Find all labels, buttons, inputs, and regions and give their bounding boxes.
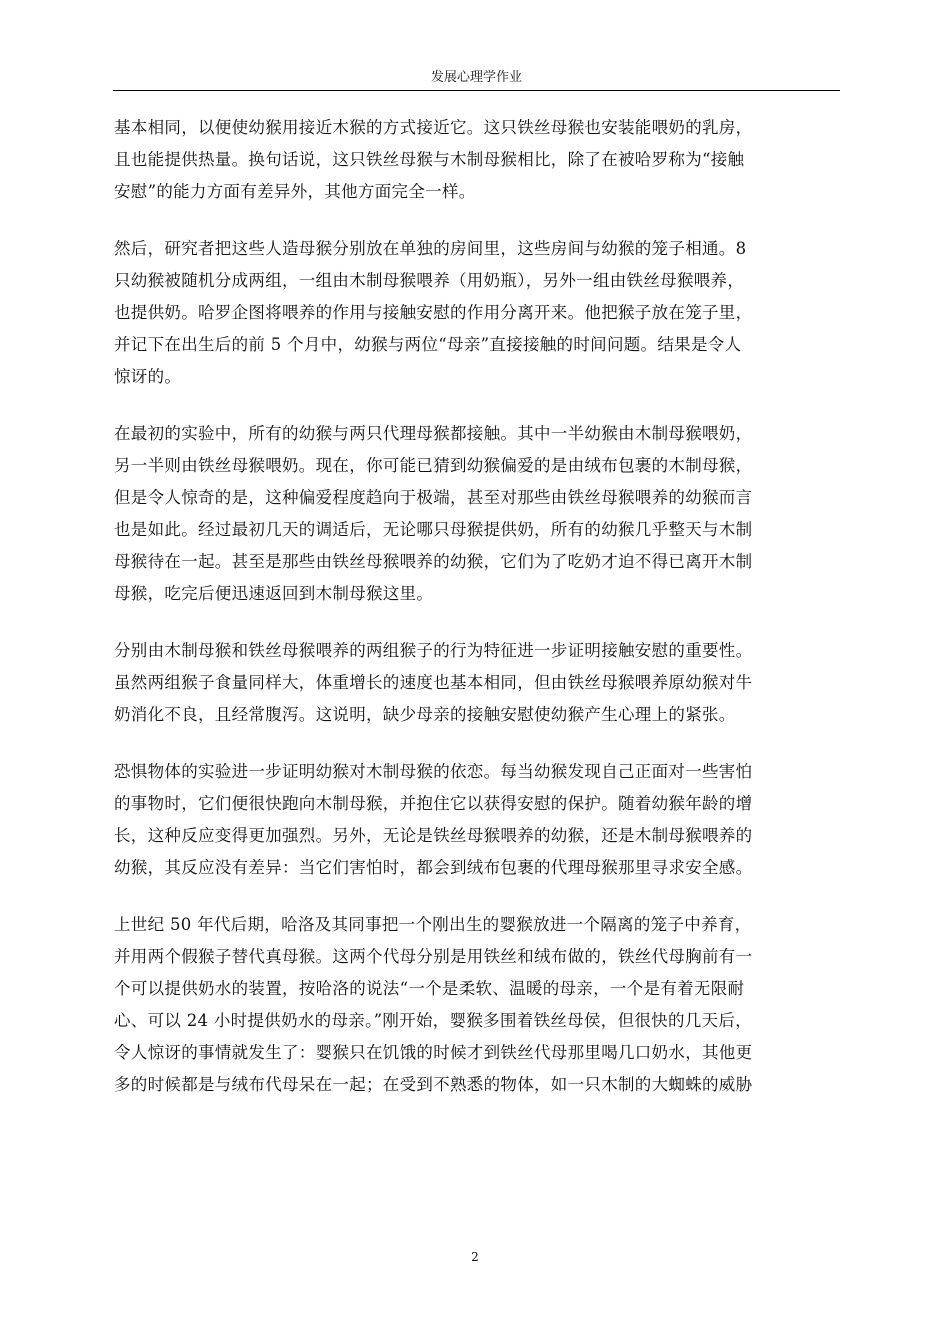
text-line: 分别由木制母猴和铁丝母猴喂养的两组猴子的行为特征进一步证明接触安慰的重要性。: [114, 641, 753, 660]
text-line: 上世纪 50 年代后期，哈洛及其同事把一个刚出生的婴猴放进一个隔离的笼子中养育，: [114, 915, 752, 934]
text-line: 奶消化不良，且经常腹泻。这说明，缺少母亲的接触安慰使幼猴产生心理上的紧张。: [114, 705, 736, 724]
text-line: 但是令人惊奇的是，这种偏爱程度趋向于极端，甚至对那些由铁丝母猴喂养的幼猴而言: [114, 488, 753, 507]
header-title: 发展心理学作业: [430, 70, 522, 85]
paragraph: [114, 909, 840, 1101]
text-line: 基本相同，以便使幼猴用接近木猴的方式接近它。这只铁丝母猴也安装能喂奶的乳房，: [114, 118, 753, 137]
page-header: [113, 70, 840, 91]
text-line: 且也能提供热量。换句话说，这只铁丝母猴与木制母猴相比，除了在被哈罗称为“接触: [114, 150, 745, 169]
text-line: 并用两个假猴子替代真母猴。这两个代母分别是用铁丝和绒布做的，铁丝代母胸前有一: [114, 947, 753, 966]
text-line: 安慰”的能力方面有差异外，其他方面完全一样。: [114, 182, 476, 201]
paragraph: [114, 635, 840, 731]
page-number: 2: [471, 1250, 479, 1264]
text-line: 也提供奶。哈罗企图将喂养的作用与接触安慰的作用分离开来。他把猴子放在笼子里，: [114, 303, 753, 322]
text-line: 母猴待在一起。甚至是那些由铁丝母猴喂养的幼猴，它们为了吃奶才迫不得已离开木制: [114, 552, 753, 571]
text-line: 然后，研究者把这些人造母猴分别放在单独的房间里，这些房间与幼猴的笼子相通。8: [114, 239, 747, 258]
text-line: 惊讶的。: [114, 367, 182, 386]
text-line: 恐惧物体的实验进一步证明幼猴对木制母猴的依恋。每当幼猴发现自己正面对一些害怕: [114, 762, 753, 781]
paragraph: [114, 112, 840, 208]
text-line: 令人惊讶的事情就发生了：婴猴只在饥饿的时候才到铁丝代母那里喝几口奶水，其他更: [114, 1043, 753, 1062]
text-line: 多的时候都是与绒布代母呆在一起；在受到不熟悉的物体，如一只木制的大蜘蛛的威胁: [114, 1075, 753, 1094]
text-line: 也是如此。经过最初几天的调适后，无论哪只母猴提供奶，所有的幼猴几乎整天与木制: [114, 520, 753, 539]
text-line: 只幼猴被随机分成两组，一组由木制母猴喂养（用奶瓶），另外一组由铁丝母猴喂养，: [114, 271, 745, 290]
paragraph: [114, 418, 840, 610]
text-line: 在最初的实验中，所有的幼猴与两只代理母猴都接触。其中一半幼猴由木制母猴喂奶，: [114, 424, 753, 443]
text-line: 心、可以 24 小时提供奶水的母亲。”刚开始，婴猴多围着铁丝母侯，但很快的几天后，: [114, 1011, 752, 1030]
text-line: 的事物时，它们便很快跑向木制母猴，并抱住它以获得安慰的保护。随着幼猴年龄的增: [114, 794, 753, 813]
document-body: [114, 112, 840, 1126]
text-line: 个可以提供奶水的装置，按哈洛的说法“一个是柔软、温暖的母亲，一个是有着无限耐: [114, 979, 745, 998]
text-line: 并记下在出生后的前 5 个月中，幼猴与两位“母亲”直接接触的时间问题。结果是令人: [114, 335, 742, 354]
page-footer: [0, 1250, 950, 1264]
paragraph: [114, 756, 840, 884]
text-line: 虽然两组猴子食量同样大，体重增长的速度也基本相同，但由铁丝母猴喂养原幼猴对牛: [114, 673, 753, 692]
paragraph: [114, 233, 840, 393]
text-line: 另一半则由铁丝母猴喂奶。现在，你可能已猜到幼猴偏爱的是由绒布包裹的木制母猴，: [114, 456, 753, 475]
text-line: 长，这种反应变得更加强烈。另外，无论是铁丝母猴喂养的幼猴，还是木制母猴喂养的: [114, 826, 753, 845]
text-line: 幼猴，其反应没有差异：当它们害怕时，都会到绒布包裹的代理母猴那里寻求安全感。: [114, 858, 753, 877]
text-line: 母猴，吃完后便迅速返回到木制母猴这里。: [114, 584, 434, 603]
